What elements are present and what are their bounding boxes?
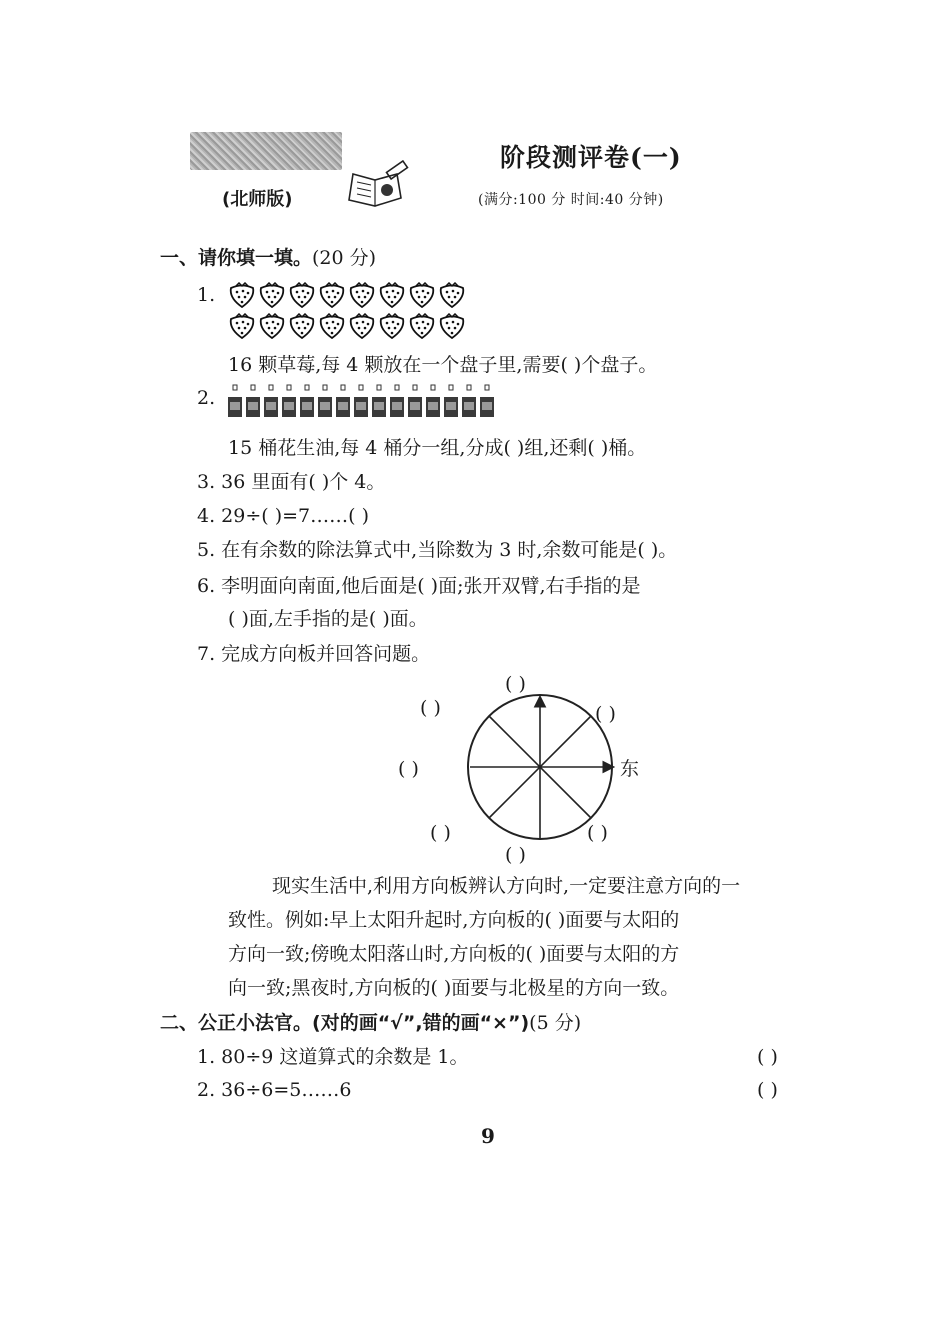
compass-blank-southwest: ( ) (430, 822, 451, 844)
strawberry-icon (288, 282, 316, 308)
q6-text-line1: 6. 李明面向南面,他后面是( )面;张开双臂,右手指的是 (197, 575, 641, 597)
book-telescope-icon (345, 160, 413, 210)
strawberry-icon (228, 313, 256, 339)
strawberry-icon (348, 282, 376, 308)
compass-blank-west: ( ) (398, 758, 419, 780)
oil-can-row (227, 384, 495, 420)
strawberry-icon (408, 282, 436, 308)
compass-blank-northeast: ( ) (595, 703, 616, 725)
q2-text: 15 桶花生油,每 4 桶分一组,分成( )组,还剩( )桶。 (228, 437, 647, 459)
section1-heading: 一、请你填一填。 (160, 247, 313, 269)
q1-text: 16 颗草莓,每 4 颗放在一个盘子里,需要( )个盘子。 (228, 354, 658, 376)
section2-score: (5 分) (529, 1012, 582, 1034)
strawberry-icon (438, 282, 466, 308)
edition-label: (北师版) (222, 189, 293, 210)
compass-blank-north: ( ) (505, 673, 526, 695)
section2-instruction: (对的画“√”,错的画“×”) (312, 1012, 530, 1034)
strawberry-icon (258, 282, 286, 308)
compass-blank-northwest: ( ) (420, 697, 441, 719)
compass-blank-south: ( ) (505, 844, 526, 866)
oil-can-icon (407, 384, 423, 420)
paragraph-line-3: 方向一致;傍晚太阳落山时,方向板的( )面要与太阳的方 (228, 943, 680, 965)
section2-heading: 二、公正小法官。 (160, 1012, 313, 1034)
paragraph-line-2: 致性。例如:早上太阳升起时,方向板的( )面要与太阳的 (228, 909, 680, 931)
paragraph-line-1: 现实生活中,利用方向板辨认方向时,一定要注意方向的一 (272, 875, 741, 897)
judge-item-1-text: 1. 80÷9 这道算式的余数是 1。 (197, 1046, 469, 1068)
judge-item-1-blank: ( ) (757, 1046, 778, 1068)
oil-can-icon (281, 384, 297, 420)
q1-number: 1. (197, 284, 216, 306)
strawberry-icon (228, 282, 256, 308)
page-number: 9 (481, 1124, 495, 1148)
q7-text: 7. 完成方向板并回答问题。 (197, 643, 431, 665)
q4-text: 4. 29÷( )=7……( ) (197, 505, 370, 527)
oil-can-icon (227, 384, 243, 420)
oil-can-icon (335, 384, 351, 420)
q6-text-line2: ( )面,左手指的是( )面。 (228, 608, 428, 630)
oil-can-icon (353, 384, 369, 420)
paragraph-line-4: 向一致;黑夜时,方向板的( )面要与北极星的方向一致。 (228, 977, 680, 999)
strawberry-icon (378, 282, 406, 308)
strawberry-icon (318, 313, 346, 339)
oil-can-icon (371, 384, 387, 420)
strawberry-row-2 (228, 313, 466, 339)
judge-item-2-text: 2. 36÷6=5……6 (197, 1079, 352, 1101)
strawberry-icon (258, 313, 286, 339)
compass-east-label: 东 (620, 758, 640, 780)
series-badge-image (190, 132, 342, 170)
oil-can-icon (389, 384, 405, 420)
strawberry-icon (438, 313, 466, 339)
compass-blank-southeast: ( ) (587, 822, 608, 844)
oil-can-icon (479, 384, 495, 420)
section2-heading-row (160, 1011, 581, 1035)
q5-text: 5. 在有余数的除法算式中,当除数为 3 时,余数可能是( )。 (197, 539, 678, 561)
strawberry-icon (318, 282, 346, 308)
strawberry-icon (348, 313, 376, 339)
oil-can-icon (461, 384, 477, 420)
oil-can-icon (263, 384, 279, 420)
q2-number: 2. (197, 387, 216, 409)
oil-can-icon (443, 384, 459, 420)
oil-can-icon (299, 384, 315, 420)
oil-can-icon (425, 384, 441, 420)
score-time-info: (满分:100 分 时间:40 分钟) (478, 192, 664, 208)
page-title: 阶段测评卷(一) (500, 143, 682, 172)
section1-heading-row (160, 246, 376, 270)
strawberry-row-1 (228, 282, 466, 308)
strawberry-icon (378, 313, 406, 339)
strawberry-icon (288, 313, 316, 339)
judge-item-2-blank: ( ) (757, 1079, 778, 1101)
q3-text: 3. 36 里面有( )个 4。 (197, 471, 386, 493)
oil-can-icon (245, 384, 261, 420)
section1-score: (20 分) (312, 247, 377, 269)
oil-can-icon (317, 384, 333, 420)
strawberry-icon (408, 313, 436, 339)
